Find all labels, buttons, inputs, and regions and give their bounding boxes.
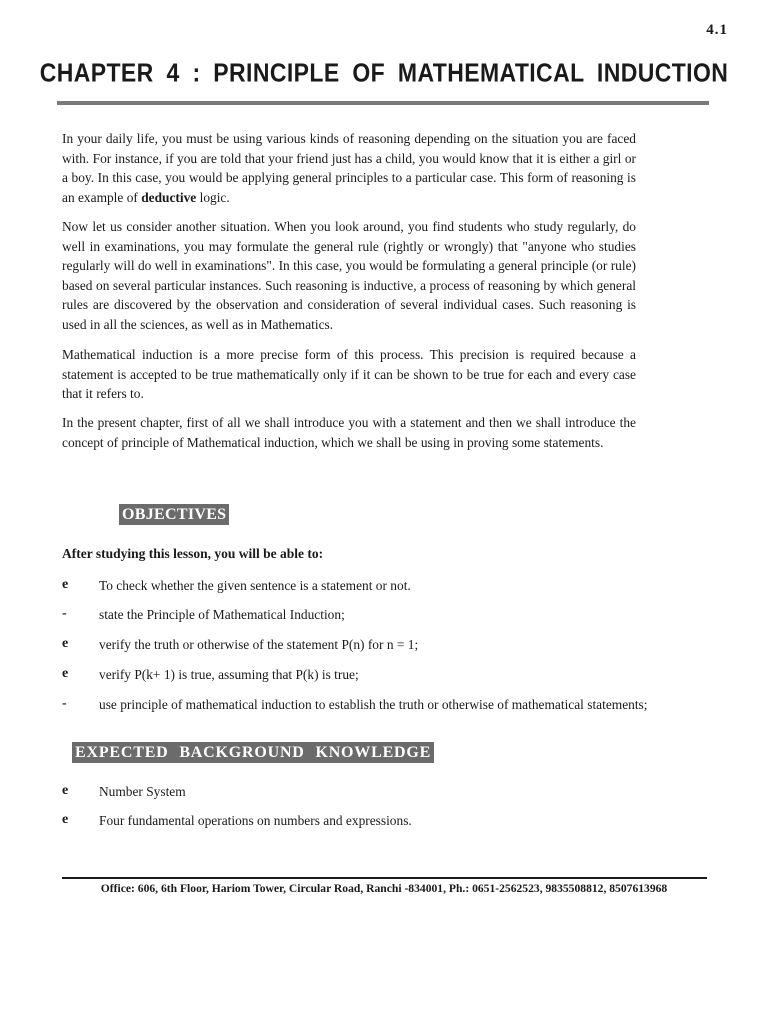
bullet-mark: e bbox=[62, 666, 69, 681]
footer-rule bbox=[62, 877, 707, 879]
paragraph-deductive bbox=[62, 129, 636, 207]
background-text: Four fundamental operations on numbers and expressions. bbox=[99, 813, 412, 828]
objective-text: To check whether the given sentence is a statement or not. bbox=[99, 578, 411, 593]
page-number: 4.1 bbox=[706, 22, 728, 38]
deductive-emphasis: deductive bbox=[141, 189, 197, 205]
paragraph-chapter-intro: In the present chapter, first of all we shall introduce you with a statement and then we shall introduce the concept of principle of Mathematical induction, which we shall be using in proving some statements. bbox=[62, 415, 636, 450]
objective-text: use principle of mathematical induction to establish the truth or otherwise of mathematical statements; bbox=[99, 697, 648, 712]
paragraph-precision: Mathematical induction is a more precise form of this process. This precision is required because a statement is accepted to be true mathematically only if it can be shown to be true for each and every case that it refers to. bbox=[62, 347, 636, 402]
chapter-title: CHAPTER 4 : PRINCIPLE OF MATHEMATICAL INDUCTION bbox=[39, 58, 729, 88]
bullet-mark: e bbox=[62, 783, 69, 798]
objective-text: verify the truth or otherwise of the statement P(n) for n = 1; bbox=[99, 637, 419, 652]
bullet-mark: e bbox=[62, 812, 69, 827]
objective-text: state the Principle of Mathematical Induction; bbox=[99, 607, 345, 622]
bullet-mark: - bbox=[62, 696, 67, 711]
objective-text: verify P(k+ 1) is true, assuming that P(k) is true; bbox=[99, 667, 359, 682]
title-rule bbox=[57, 101, 709, 105]
paragraph-deductive-text: In your daily life, you must be using various kinds of reasoning depending on the situation you are faced with. For instance, if you are told that your friend just has a child, you would know that it is either a girl or a boy. In this case, you would be applying general principles to a particular case. This form of reasoning is an example of bbox=[62, 131, 636, 205]
bullet-mark: e bbox=[62, 577, 69, 592]
background-text: Number System bbox=[99, 784, 186, 799]
objectives-intro: After studying this lesson, you will be able to: bbox=[62, 546, 324, 561]
footer-address: Office: 606, 6th Floor, Hariom Tower, Circular Road, Ranchi -834001, Ph.: 0651-2562523, 9835508812, 8507613968 bbox=[100, 882, 668, 895]
paragraph-deductive-end: logic. bbox=[196, 189, 230, 205]
bullet-mark: e bbox=[62, 636, 69, 651]
paragraph-inductive: Now let us consider another situation. When you look around, you find students who study regularly, do well in examinations, you may formulate the general rule (rightly or wrongly) that "anyone who studies regularly will do well in examinations". In this case, you would be formulating a general principle (or rule) based on several particular instances. Such reasoning is inductive, a process of reasoning by which general rules are discovered by the observation and consideration of several individual cases. Such reasoning is used in all the sciences, as well as in Mathematics. bbox=[62, 219, 636, 332]
objectives-heading: OBJECTIVES bbox=[119, 504, 229, 525]
bullet-mark: - bbox=[62, 606, 67, 621]
background-heading: EXPECTED BACKGROUND KNOWLEDGE bbox=[72, 742, 434, 763]
